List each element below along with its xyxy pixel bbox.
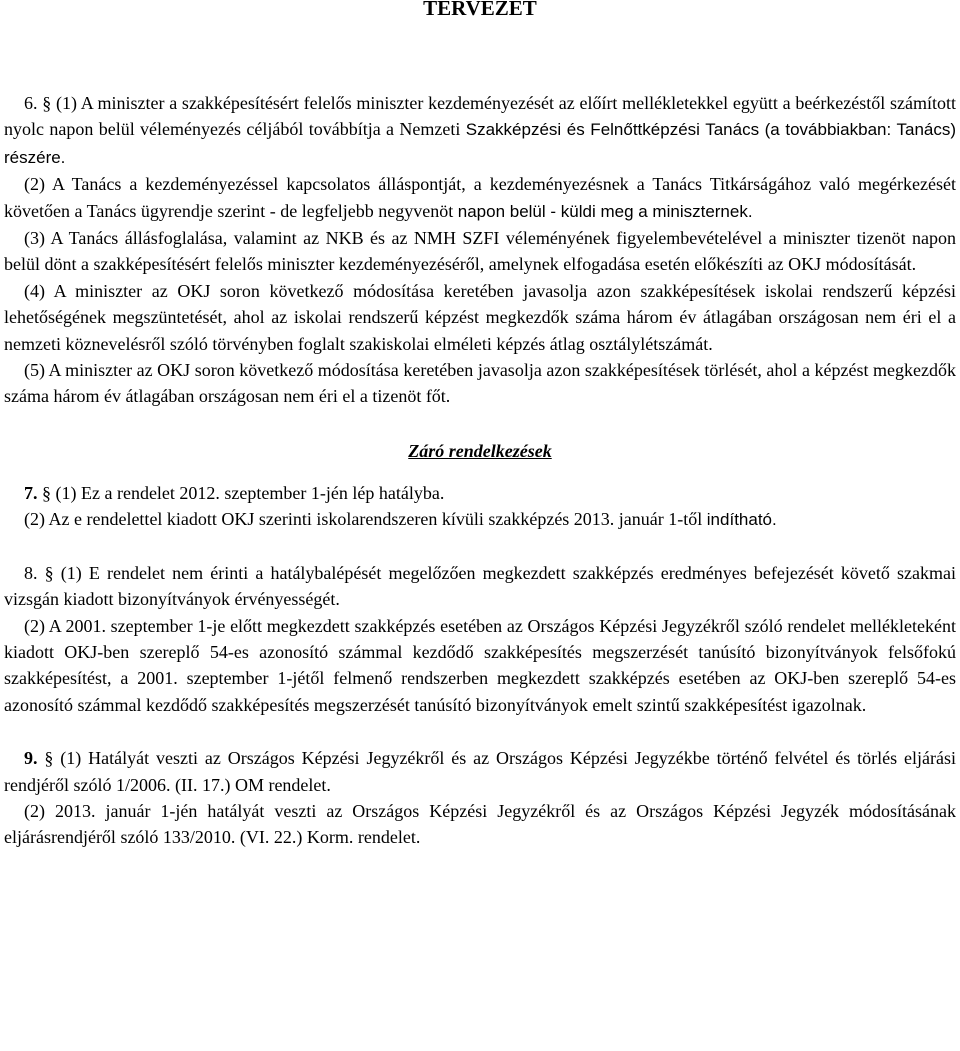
document-title: TERVEZET [423, 0, 537, 20]
section-9-number: 9. [24, 748, 38, 769]
section-6-paragraph-5: (5) A miniszter az OKJ soron következő módosítása keretében javasolja azon szakképesítések törlését, ahol a képzést megkezdők száma három év átlagában országosan nem éri el a tizenöt főt. [4, 360, 956, 407]
section-7-number: 7. [24, 482, 38, 503]
section-8-paragraph-1 [4, 560, 956, 613]
section-7-sign: § [42, 482, 51, 503]
section-7-p2-sans-text: indítható. [706, 510, 777, 530]
section-6-paragraph-4: (4) A miniszter az OKJ soron következő módosítása keretében javasolja azon szakképesítések iskolai rendszerű képzési lehetőségének megszüntetését, ahol az iskolai rendszerű képzést megkezdők száma három év átlagában országosan nem éri el a nemzeti köznevelésről szóló törvényben foglalt szakiskolai elméleti képzés átlag osztálylétszámát. [4, 280, 956, 354]
section-7-p2-text: (2) Az e rendelettel kiadott OKJ szerinti iskolarendszeren kívüli szakképzés 2013. január 1-től [24, 509, 703, 530]
section-9-sign: § [44, 748, 54, 769]
section-6-p1-text: (1) A miniszter a szakképesítésért felelős miniszter kezdeményezését az előírt mellékletekkel együtt a beérkezéstől számított nyolc napon belül véleményezés céljából továbbítja a Nemzeti [4, 93, 957, 140]
closing-provisions-heading: Záró rendelkezések [408, 440, 552, 461]
section-6-paragraph-1 [4, 90, 956, 171]
section-6-p1-sans-text: Szakképzési és Felnőttképzési Tanács (a továbbiakban: Tanács) részére. [4, 120, 957, 167]
section-7-p1-text: (1) Ez a rendelet 2012. szeptember 1-jén lép hatályba. [55, 482, 445, 503]
section-9-paragraph-1 [4, 745, 956, 798]
section-6-number: 6. [24, 93, 38, 113]
section-6-paragraph-2 [4, 171, 956, 225]
section-7-paragraph-2 [4, 506, 956, 533]
section-6-sign: § [42, 93, 52, 113]
section-6-paragraph-3: (3) A Tanács állásfoglalása, valamint az NKB és az NMH SZFI véleményének figyelembevételével a miniszter tizenöt napon belül dönt a szakképesítésért felelős miniszter kezdeményezéséről, amelynek elfogadása esetén előkészíti az OKJ módosítását. [4, 228, 956, 275]
section-8-sign: § [44, 562, 54, 583]
section-8-number: 8. [24, 562, 38, 583]
section-9-paragraph-2: (2) 2013. január 1-jén hatályát veszti az Országos Képzési Jegyzékről és az Országos Képzési Jegyzék módosításának eljárásrendjéről szóló 133/2010. (VI. 22.) Korm. rendelet. [4, 800, 956, 848]
section-9-p1-text: (1) Hatályát veszti az Országos Képzési Jegyzékről és az Országos Képzési Jegyzékbe történő felvétel és törlés eljárási rendjéről szóló 1/2006. (II. 17.) OM rendelet. [4, 748, 957, 795]
section-8-paragraph-2: (2) A 2001. szeptember 1-je előtt megkezdett szakképzés esetében az Országos Képzési Jegyzékről szóló rendelet mellékleteként kiadott OKJ-ben szereplő 54-es azonosító számmal kezdődő szakképesítés megszerzését tanúsító bizonyítványok felsőfokú szakképesítést, a 2001. szeptember 1-jétől felmenő rendszerben megkezdett szakképzés esetében az OKJ-ben szereplő 54-es azonosító számmal kezdődő szakképesítés megszerzését tanúsító bizonyítványok emelt szintű szakképesítést igazolnak. [4, 615, 956, 715]
section-6-p2-sans-text: napon belül - küldi meg a miniszternek. [457, 201, 753, 221]
section-6-p2-text: (2) A Tanács a kezdeményezéssel kapcsolatos álláspontját, a kezdeményezésnek a Tanács Titkárságához való megérkezését követően a Tanács ügyrendje szerint - de legfeljebb negyvenöt [4, 174, 956, 221]
section-7-paragraph-1 [4, 480, 956, 506]
section-8-p1-text: (1) E rendelet nem érinti a hatálybalépését megelőzően megkezdett szakképzés eredményes befejezését követő szakmai vizsgán kiadott bizonyítványok érvényességét. [4, 562, 957, 610]
document-body [4, 90, 956, 851]
